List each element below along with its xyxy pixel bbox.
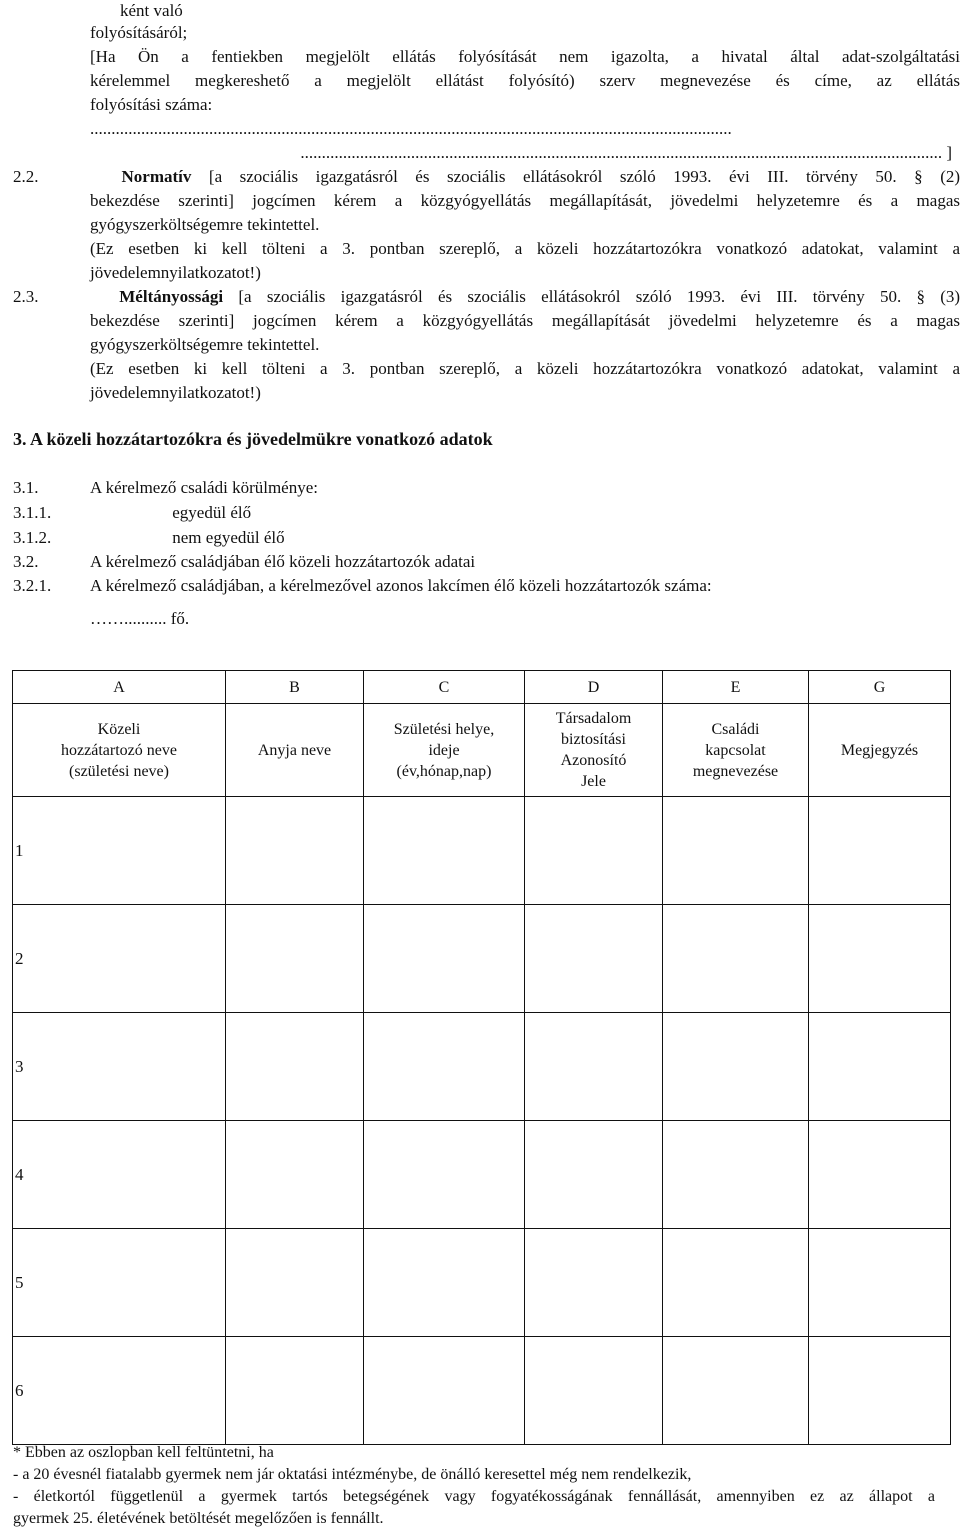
footnote-line: * Ebben az oszlopban kell feltüntetni, ha bbox=[13, 1444, 274, 1461]
section-note: (Ez esetben ki kell tölteni a 3. pontban szereplő, a közeli hozzátartozókra vonatkozó adatokat, valamint a bbox=[90, 359, 960, 378]
row-number-cell[interactable]: 4 bbox=[13, 1121, 226, 1229]
header-line: Jele bbox=[581, 773, 606, 790]
table-cell[interactable] bbox=[364, 905, 525, 1013]
header-line: biztosítási bbox=[561, 731, 626, 748]
header-line: megnevezése bbox=[692, 762, 779, 780]
header-line: (születési neve) bbox=[69, 762, 169, 780]
table-cell[interactable] bbox=[364, 1013, 525, 1121]
section-number: 2.2. bbox=[13, 167, 39, 186]
header-line: kapcsolat bbox=[705, 741, 766, 759]
column-letter: D bbox=[525, 671, 663, 704]
bracket-text-line: kérelemmel megkereshető a megjelölt ellátást folyósító) szerv megnevezése és címe, az ellátás bbox=[90, 71, 960, 90]
item-text: A kérelmező családjában, a kérelmezővel azonos lakcímen élő közeli hozzátartozók száma: bbox=[90, 576, 712, 595]
table-cell[interactable] bbox=[663, 905, 809, 1013]
section-title: Méltányossági bbox=[119, 287, 224, 306]
item-text: A kérelmező családjában élő közeli hozzátartozók adatai bbox=[90, 552, 476, 571]
table-cell[interactable] bbox=[809, 1013, 951, 1121]
table-cell[interactable] bbox=[525, 797, 663, 905]
header-line: Közeli bbox=[97, 720, 141, 738]
table-cell[interactable] bbox=[226, 1337, 364, 1445]
header-line: Megjegyzés bbox=[840, 741, 919, 759]
table-row bbox=[13, 1337, 951, 1445]
table-cell[interactable] bbox=[226, 797, 364, 905]
section-text: gyógyszerköltségemre tekintettel. bbox=[90, 215, 320, 234]
header-relationship bbox=[663, 704, 809, 797]
header-line: Anyja neve bbox=[257, 741, 332, 759]
option-label: egyedül élő bbox=[172, 503, 252, 522]
table-cell[interactable] bbox=[525, 1229, 663, 1337]
section-text: gyógyszerköltségemre tekintettel. bbox=[90, 335, 320, 354]
option-label: nem egyedül élő bbox=[172, 528, 285, 547]
household-count-field[interactable]: …….......... fő. bbox=[90, 609, 190, 628]
item-number: 3.1.2. bbox=[13, 528, 52, 547]
table-row bbox=[13, 905, 951, 1013]
item-number: 3.2. bbox=[13, 552, 39, 571]
header-taj-number bbox=[525, 704, 663, 797]
table-cell[interactable] bbox=[226, 905, 364, 1013]
table-cell[interactable] bbox=[663, 1337, 809, 1445]
table-row bbox=[13, 797, 951, 905]
section-text: [a szociális igazgatásról és szociális ellátásokról szóló 1993. évi III. törvény 50. § (2) bbox=[208, 167, 960, 186]
row-number-cell[interactable]: 5 bbox=[13, 1229, 226, 1337]
section-heading: 3. A közeli hozzátartozókra és jövedelmükre vonatkozó adatok bbox=[13, 429, 493, 449]
header-line: (év,hónap,nap) bbox=[396, 762, 492, 780]
table-cell[interactable] bbox=[226, 1121, 364, 1229]
section-note: jövedelemnyilatkozatot!) bbox=[90, 383, 261, 402]
column-letter: C bbox=[364, 671, 525, 704]
row-number-cell[interactable]: 2 bbox=[13, 905, 226, 1013]
column-header-row bbox=[13, 704, 951, 797]
section-text: [a szociális igazgatásról és szociális ellátásokról szóló 1993. évi III. törvény 50. § (3) bbox=[238, 287, 960, 306]
family-members-table bbox=[12, 670, 951, 1445]
item-text: A kérelmező családi körülménye: bbox=[90, 478, 318, 497]
fill-in-dots[interactable]: ....................................................................................................................................................... ] bbox=[300, 143, 952, 162]
table-cell[interactable] bbox=[663, 1229, 809, 1337]
header-line: ideje bbox=[428, 741, 460, 759]
header-mother-name bbox=[226, 704, 364, 797]
table-cell[interactable] bbox=[364, 1229, 525, 1337]
table-cell[interactable] bbox=[809, 1121, 951, 1229]
item-number: 3.1.1. bbox=[13, 503, 52, 522]
header-line: hozzátartozó neve bbox=[61, 741, 177, 759]
header-remarks bbox=[809, 704, 951, 797]
header-line: Azonosító bbox=[560, 752, 627, 769]
table-row bbox=[13, 1121, 951, 1229]
row-number-cell[interactable]: 1 bbox=[13, 797, 226, 905]
table-cell[interactable] bbox=[525, 1337, 663, 1445]
section-title: Normatív bbox=[121, 167, 192, 186]
table-cell[interactable] bbox=[663, 1121, 809, 1229]
footnote-line: gyermek 25. életévének betöltését megelőzően is fennállt. bbox=[13, 1510, 384, 1527]
section-text: bekezdése szerinti] jogcímen kérem a közgyógyellátás megállapítását, jövedelmi helyzetemre és a magas bbox=[90, 191, 960, 210]
table-cell[interactable] bbox=[525, 1013, 663, 1121]
option-not-alone[interactable] bbox=[154, 527, 285, 549]
column-letter: E bbox=[663, 671, 809, 704]
table-cell[interactable] bbox=[663, 797, 809, 905]
option-alone[interactable] bbox=[154, 502, 251, 524]
fill-in-dots[interactable]: ....................................................................................................................................................... bbox=[90, 119, 732, 138]
row-number-cell[interactable]: 6 bbox=[13, 1337, 226, 1445]
item-number: 3.2.1. bbox=[13, 576, 52, 595]
table-cell[interactable] bbox=[809, 1337, 951, 1445]
row-number-cell[interactable]: 3 bbox=[13, 1013, 226, 1121]
table-cell[interactable] bbox=[364, 1337, 525, 1445]
table-cell[interactable] bbox=[226, 1013, 364, 1121]
section-number: 2.3. bbox=[13, 287, 39, 306]
header-line: Családi bbox=[711, 720, 760, 738]
table-cell[interactable] bbox=[809, 1229, 951, 1337]
table-cell[interactable] bbox=[663, 1013, 809, 1121]
header-birth-place-date bbox=[364, 704, 525, 797]
header-relative-name bbox=[13, 704, 226, 797]
table-cell[interactable] bbox=[226, 1229, 364, 1337]
table-cell[interactable] bbox=[364, 797, 525, 905]
footnote-line: - életkortól függetlenül a gyermek tartós betegségének vagy fogyatékosságának fennállását, amennyiben ez az állapot a bbox=[13, 1488, 935, 1505]
table-cell[interactable] bbox=[809, 797, 951, 905]
section-text: bekezdése szerinti] jogcímen kérem a közgyógyellátás megállapítását jövedelmi helyzetemre és a magas bbox=[90, 311, 960, 330]
item-number: 3.1. bbox=[13, 478, 39, 497]
table-cell[interactable] bbox=[364, 1121, 525, 1229]
column-letter-row bbox=[13, 671, 951, 704]
section-2-2-line1 bbox=[90, 166, 960, 188]
table-cell[interactable] bbox=[525, 1121, 663, 1229]
table-row bbox=[13, 1229, 951, 1337]
footnote-line: - a 20 évesnél fiatalabb gyermek nem jár oktatási intézménybe, de önálló keresettel még nem rendelkezik, bbox=[13, 1466, 692, 1483]
section-2-3-line1 bbox=[90, 286, 960, 308]
header-line: Társadalom bbox=[555, 710, 632, 727]
bracket-text-line: [Ha Ön a fentiekben megjelölt ellátás folyósítását nem igazolta, a hivatal által adat-szolgáltatási bbox=[90, 47, 960, 66]
column-letter: B bbox=[226, 671, 364, 704]
header-line: Születési helye, bbox=[393, 720, 495, 738]
column-letter: G bbox=[809, 671, 951, 704]
table-cell[interactable] bbox=[809, 905, 951, 1013]
column-letter: A bbox=[13, 671, 226, 704]
continued-text-line: ként való bbox=[120, 1, 183, 20]
section-note: (Ez esetben ki kell tölteni a 3. pontban szereplő, a közeli hozzátartozókra vonatkozó adatokat, valamint a bbox=[90, 239, 960, 258]
section-note: jövedelemnyilatkozatot!) bbox=[90, 263, 261, 282]
bracket-text-line: folyósítási száma: bbox=[90, 95, 213, 114]
table-row bbox=[13, 1013, 951, 1121]
table-cell[interactable] bbox=[525, 905, 663, 1013]
continued-text-line: folyósításáról; bbox=[90, 23, 188, 42]
